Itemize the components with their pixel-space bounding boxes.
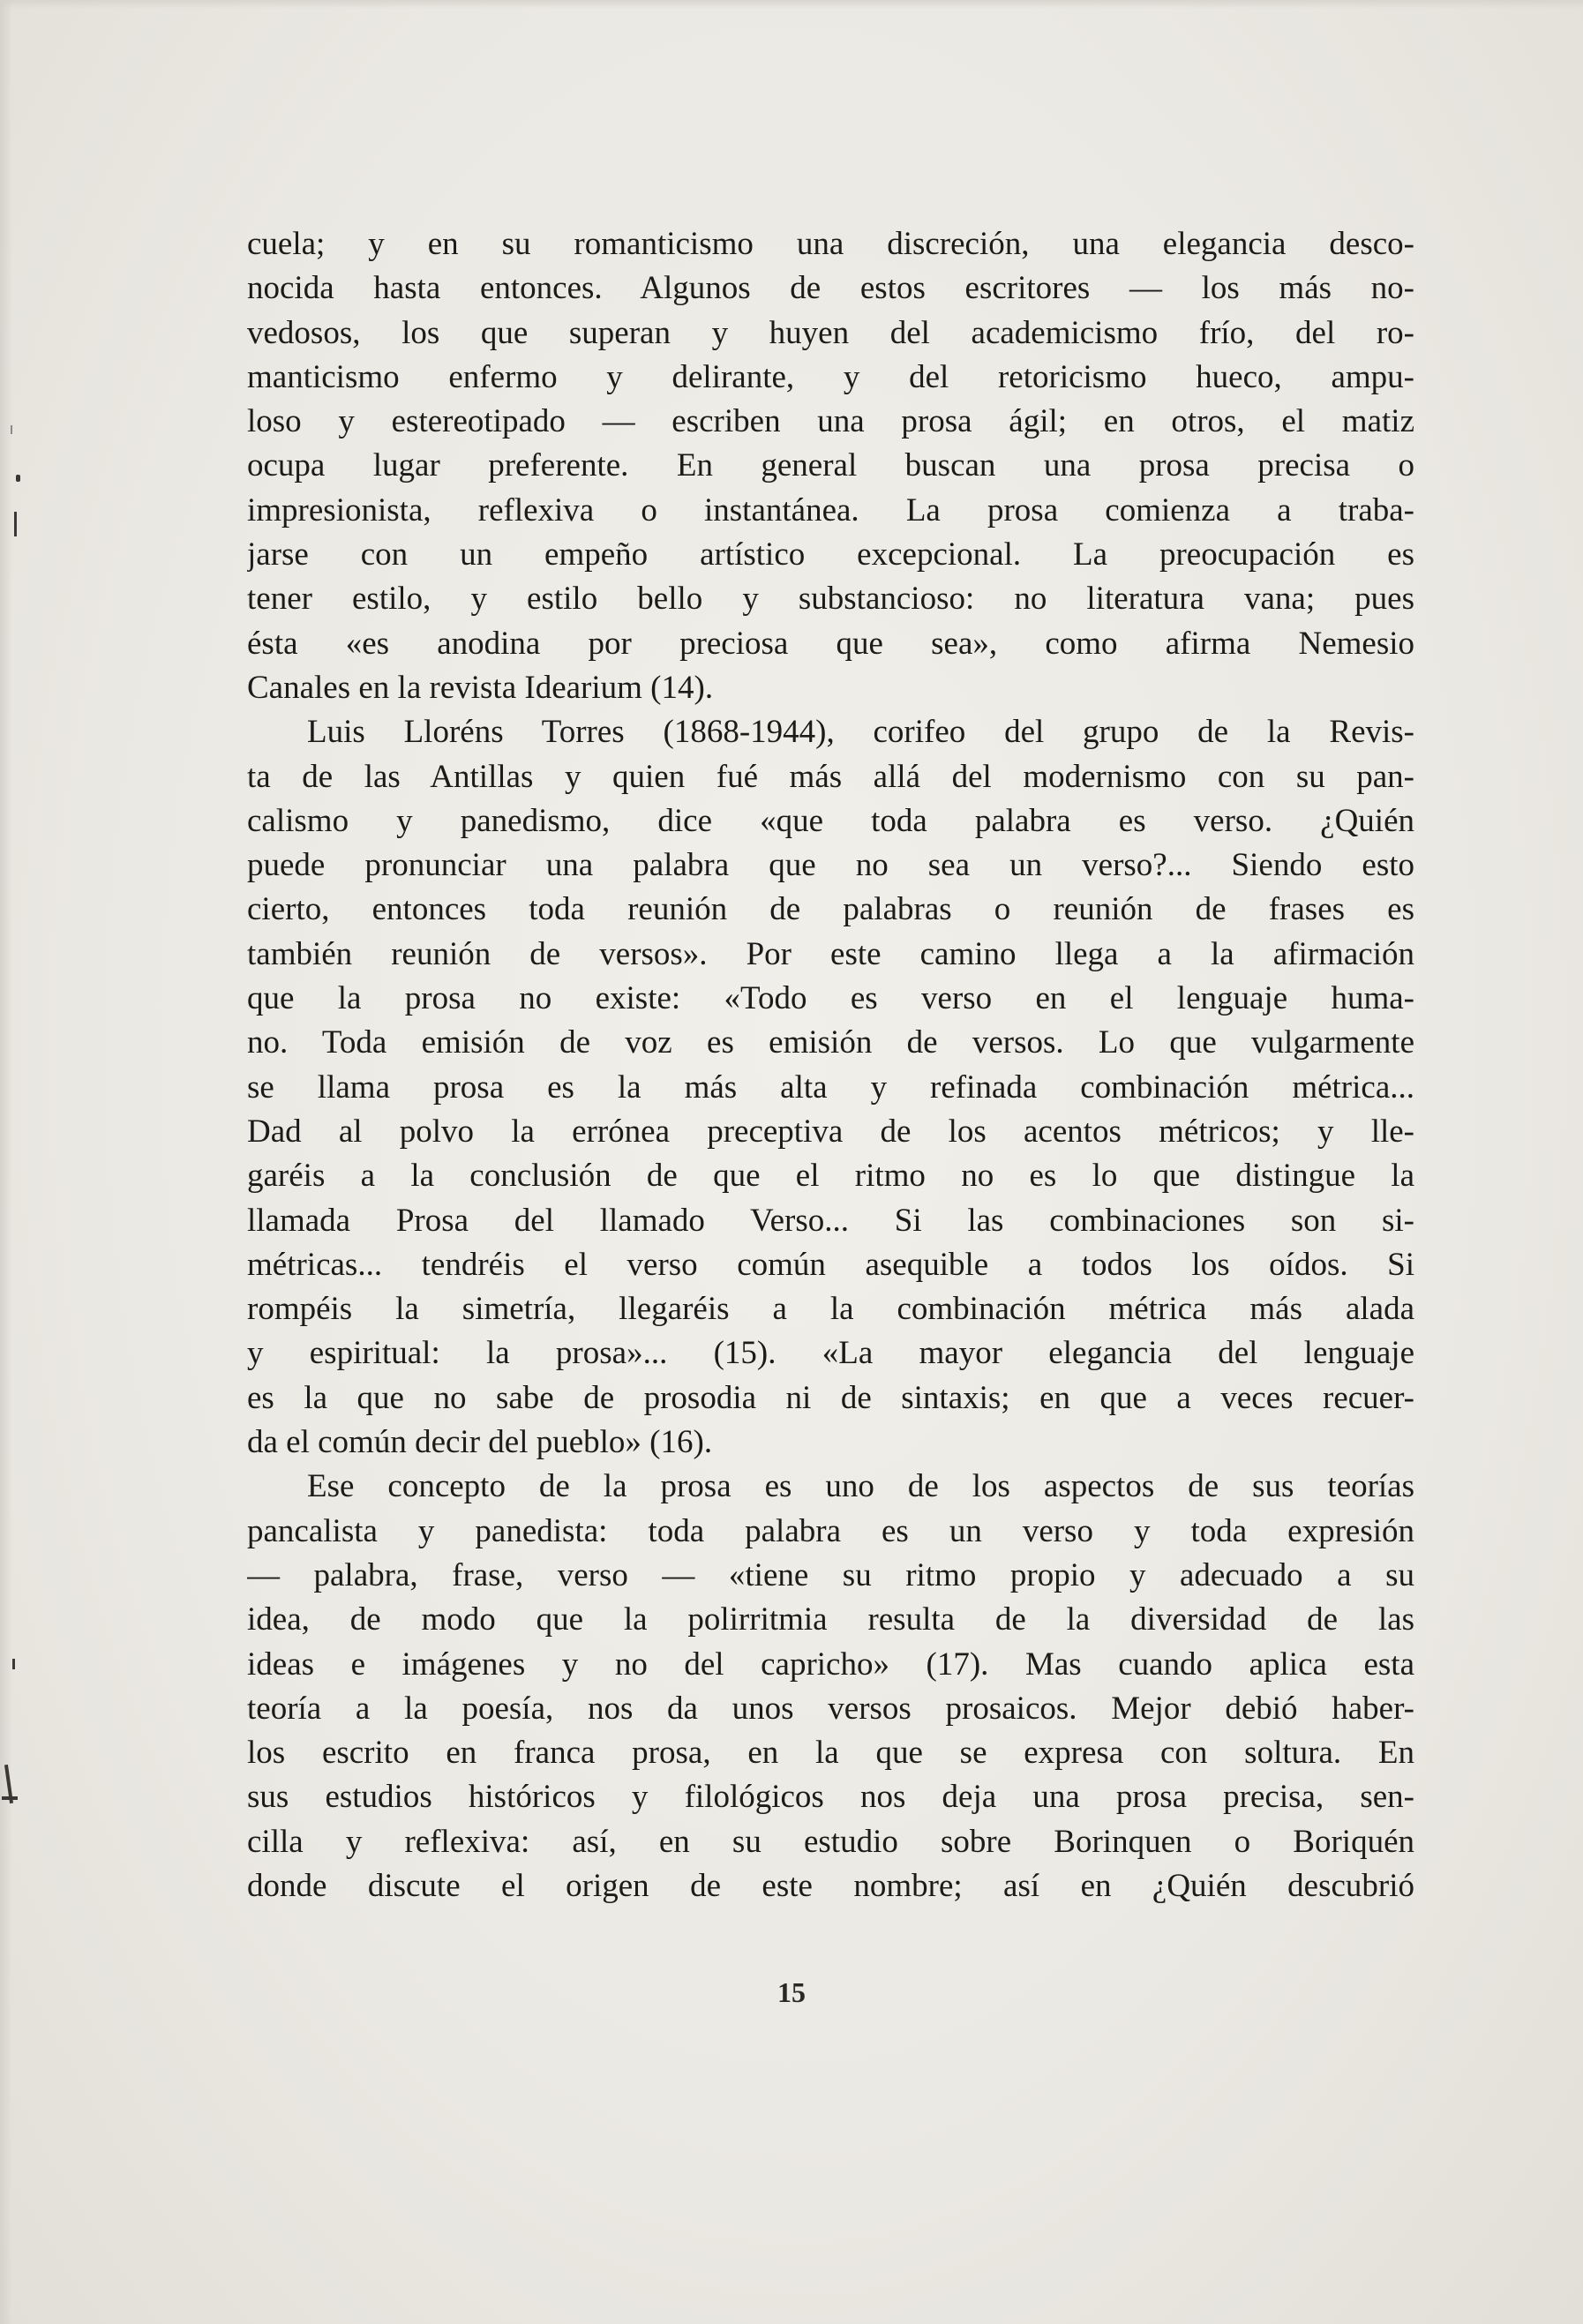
page-top-edge <box>0 0 1583 9</box>
text-line: es la que no sabe de prosodia ni de sintaxis; en que a veces recuer- <box>247 1379 1414 1416</box>
text-line: se llama prosa es la más alta y refinada combinación métrica... <box>247 1068 1414 1106</box>
text-line: no. Toda emisión de voz es emisión de versos. Lo que vulgarmente <box>247 1024 1414 1061</box>
text-line: Luis Lloréns Torres (1868-1944), corifeo del grupo de la Revis- <box>307 714 1414 751</box>
margin-speck <box>12 1659 15 1669</box>
text-line: cierto, entonces toda reunión de palabras o reunión de frases es <box>247 891 1414 928</box>
text-line: rompéis la simetría, llegaréis a la combinación métrica más alada <box>247 1291 1414 1328</box>
text-line: da el común decir del pueblo» (16). <box>247 1424 713 1461</box>
text-line: tener estilo, y estilo bello y substancioso: no literatura vana; pues <box>247 581 1414 618</box>
text-line: cuela; y en su romanticismo una discreción, una elegancia desco- <box>247 226 1414 262</box>
text-line: ta de las Antillas y quien fué más allá del modernismo con su pan- <box>247 758 1414 795</box>
text-line: y espiritual: la prosa»... (15). «La mayor elegancia del lenguaje <box>247 1335 1414 1372</box>
page-number: 15 <box>777 1976 806 2008</box>
text-line: Ese concepto de la prosa es uno de los aspectos de sus teorías <box>307 1468 1414 1505</box>
text-line: puede pronunciar una palabra que no sea un verso?... Siendo esto <box>247 847 1414 884</box>
text-line: impresionista, reflexiva o instantánea. La prosa comienza a traba- <box>247 491 1414 529</box>
text-line: calismo y panedismo, dice «que toda palabra es verso. ¿Quién <box>247 802 1414 839</box>
text-line: también reunión de versos». Por este camino llega a la afirmación <box>247 935 1414 972</box>
text-line: jarse con un empeño artístico excepcional. La preocupación es <box>247 536 1414 574</box>
page-left-edge <box>0 0 12 2324</box>
text-line: Dad al polvo la errónea preceptiva de los acentos métricos; y lle- <box>247 1113 1414 1150</box>
text-line: llamada Prosa del llamado Verso... Si las combinaciones son si- <box>247 1202 1414 1239</box>
text-line: ideas e imágenes y no del capricho» (17). Mas cuando aplica esta <box>247 1646 1414 1683</box>
text-line: métricas... tendréis el verso común asequible a todos los oídos. Si <box>247 1246 1414 1283</box>
text-line: idea, de modo que la polirritmia resulta de la diversidad de las <box>247 1601 1414 1638</box>
text-line: vedosos, los que superan y huyen del academicismo frío, del ro- <box>247 314 1414 351</box>
text-line: garéis a la conclusión de que el ritmo no es lo que distingue la <box>247 1158 1414 1195</box>
text-line: donde discute el origen de este nombre; así en ¿Quién descubrió <box>247 1867 1414 1904</box>
margin-speck <box>14 512 17 536</box>
text-line: teoría a la poesía, nos da unos versos prosaicos. Mejor debió haber- <box>247 1690 1414 1727</box>
text-line: loso y estereotipado — escriben una prosa ágil; en otros, el matiz <box>247 403 1414 440</box>
text-line: cilla y reflexiva: así, en su estudio sobre Borinquen o Boriquén <box>247 1823 1414 1860</box>
text-line: ésta «es anodina por preciosa que sea», como afirma Nemesio <box>247 625 1414 662</box>
margin-speck <box>11 425 12 434</box>
text-line: nocida hasta entonces. Algunos de estos escritores — los más no- <box>247 270 1414 307</box>
body-text <box>247 222 1414 1908</box>
text-line: pancalista y panedista: toda palabra es un verso y toda expresión <box>247 1512 1414 1549</box>
margin-speck <box>16 475 20 482</box>
text-line: que la prosa no existe: «Todo es verso en el lenguaje huma- <box>247 980 1414 1017</box>
text-line: sus estudios históricos y filológicos nos deja una prosa precisa, sen- <box>247 1779 1414 1816</box>
text-line: — palabra, frase, verso — «tiene su ritmo propio y adecuado a su <box>247 1556 1414 1593</box>
text-line: los escrito en franca prosa, en la que se expresa con soltura. En <box>247 1735 1414 1772</box>
text-line: manticismo enfermo y delirante, y del retoricismo hueco, ampu- <box>247 358 1414 395</box>
margin-speck <box>2 1796 18 1800</box>
text-line: ocupa lugar preferente. En general buscan una prosa precisa o <box>247 447 1414 484</box>
text-line: Canales en la revista Idearium (14). <box>247 669 714 706</box>
